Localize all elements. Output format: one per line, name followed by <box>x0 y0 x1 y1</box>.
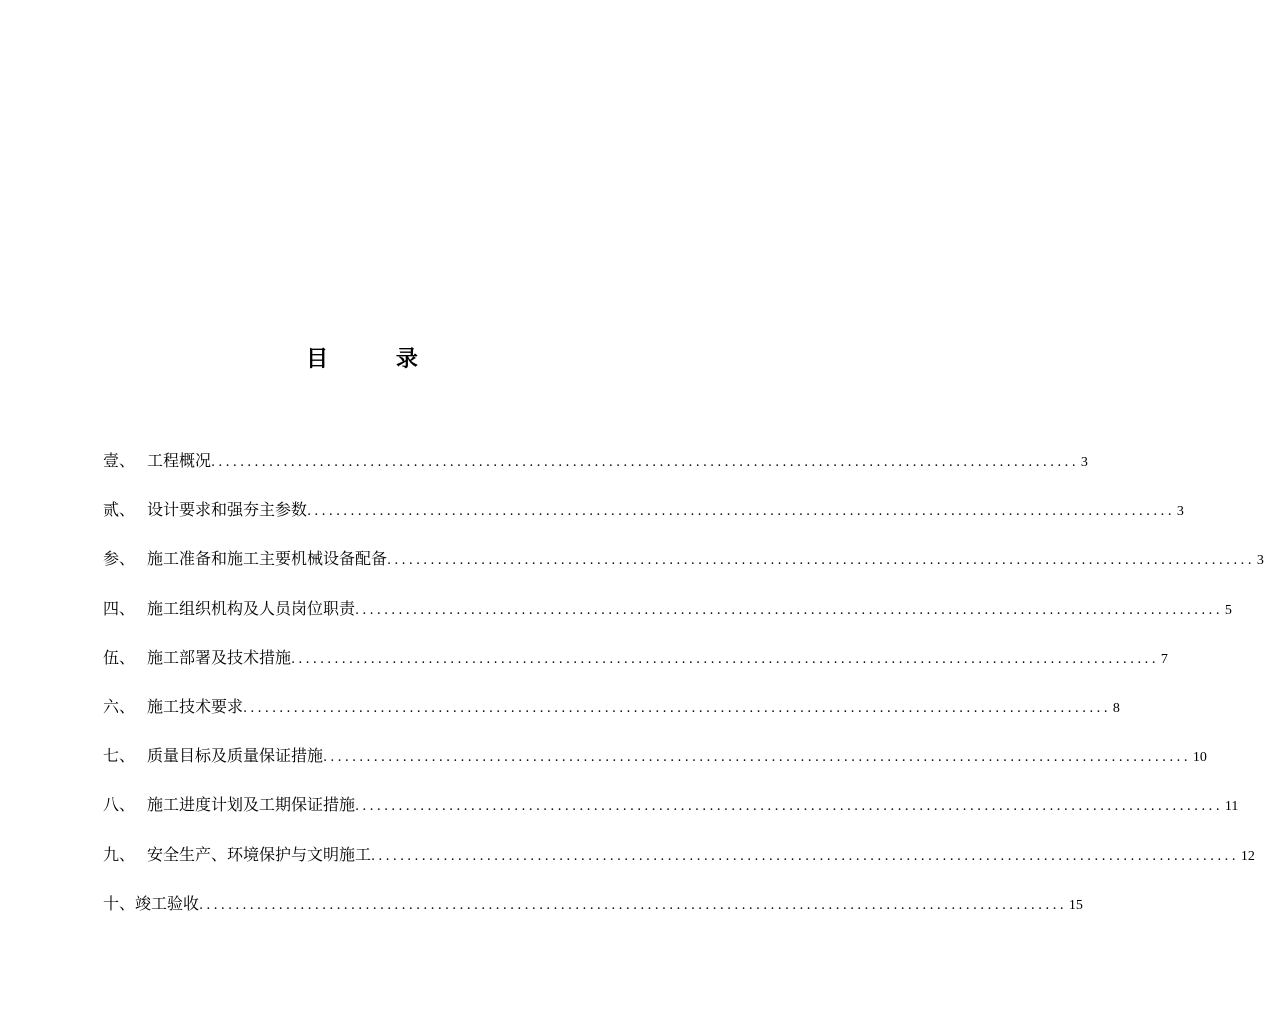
toc-leader-dots: ........................................................................................................................ <box>387 553 1255 569</box>
toc-entry-number: 十、 <box>103 893 136 913</box>
toc-leader-dots: ........................................................................................................................ <box>211 455 1079 470</box>
toc-entry[interactable] <box>103 741 1207 790</box>
toc-entry-page: 3 <box>1080 455 1088 470</box>
toc-entry-title: 竣工验收 <box>135 893 200 913</box>
table-of-contents <box>103 446 1264 938</box>
toc-entry-number: 伍、 <box>103 647 136 667</box>
toc-entry-number: 八、 <box>103 795 136 815</box>
toc-entry-page: 8 <box>1112 700 1120 716</box>
toc-entry-page: 7 <box>1160 651 1168 667</box>
toc-leader-dots: ........................................................................................................................ <box>307 504 1175 520</box>
toc-entry-title: 安全生产、环境保护与文明施工 <box>147 844 372 864</box>
toc-leader-dots: ........................................................................................................................ <box>371 848 1239 864</box>
toc-entry-page: 12 <box>1240 848 1255 864</box>
toc-entry-title: 施工部署及技术措施 <box>147 647 292 667</box>
toc-entry-number: 七、 <box>103 746 136 766</box>
toc-entry-number: 贰、 <box>103 500 136 520</box>
toc-leader-dots: ........................................................................................................................ <box>355 602 1223 618</box>
toc-entry-number: 壹、 <box>103 451 136 470</box>
toc-entry[interactable] <box>103 643 1168 692</box>
toc-entry-number: 九、 <box>103 844 136 864</box>
toc-entry[interactable] <box>103 446 1088 495</box>
toc-entry-title: 设计要求和强夯主参数 <box>147 500 308 520</box>
toc-entry[interactable] <box>103 692 1120 741</box>
toc-leader-dots: ........................................................................................................................ <box>355 799 1223 815</box>
toc-entry[interactable] <box>103 594 1232 643</box>
toc-entry[interactable] <box>103 889 1083 938</box>
toc-leader-dots: ........................................................................................................................ <box>243 700 1111 716</box>
toc-entry-title: 施工技术要求 <box>147 696 244 716</box>
toc-entry-title: 质量目标及质量保证措施 <box>147 746 324 766</box>
toc-entry-title: 施工进度计划及工期保证措施 <box>147 795 356 815</box>
toc-entry-page: 11 <box>1224 799 1239 815</box>
toc-entry[interactable] <box>103 790 1239 839</box>
toc-entry-page: 3 <box>1256 553 1264 569</box>
toc-entry-title: 施工组织机构及人员岗位职责 <box>147 598 356 618</box>
toc-leader-dots: ........................................................................................................................ <box>199 897 1067 913</box>
toc-leader-dots: ........................................................................................................................ <box>291 651 1159 667</box>
toc-entry-page: 5 <box>1224 602 1232 618</box>
toc-entry-title: 工程概况 <box>147 451 212 470</box>
toc-entry-page: 10 <box>1192 750 1207 766</box>
toc-entry-number: 参、 <box>103 549 136 569</box>
toc-entry-page: 3 <box>1176 504 1184 520</box>
toc-entry-number: 四、 <box>103 598 136 618</box>
toc-entry-number: 六、 <box>103 696 136 716</box>
toc-leader-dots: ........................................................................................................................ <box>323 750 1191 766</box>
toc-entry[interactable] <box>103 495 1184 544</box>
toc-entry[interactable] <box>103 840 1255 889</box>
toc-entry-title: 施工准备和施工主要机械设备配备 <box>147 549 388 569</box>
toc-entry-page: 15 <box>1068 897 1083 913</box>
page-title: 目 录 <box>306 347 448 372</box>
toc-entry[interactable] <box>103 544 1264 593</box>
